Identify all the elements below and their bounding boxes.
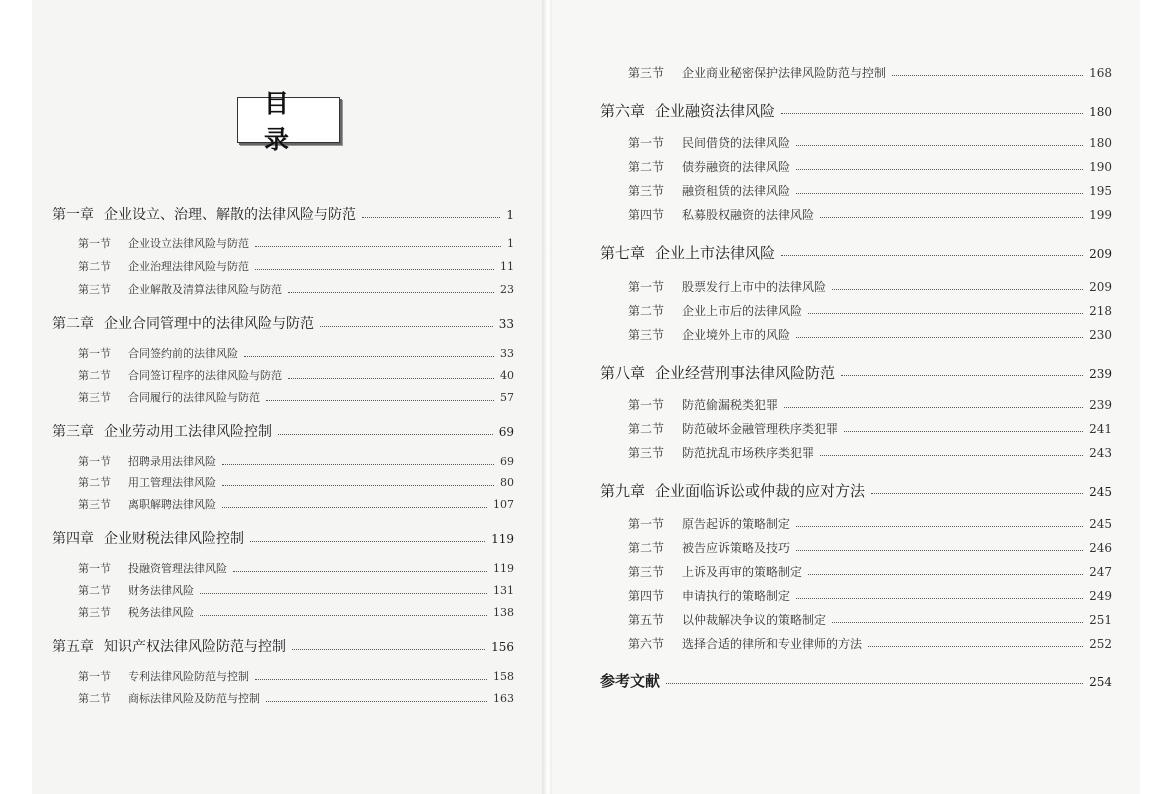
dot-leader xyxy=(820,455,1083,456)
dot-leader xyxy=(250,541,485,542)
section-title: 防范扰乱市场秩序类犯罪 xyxy=(682,446,815,460)
page-number: 239 xyxy=(1089,398,1112,412)
chapter-number: 第四章 xyxy=(52,531,94,547)
toc-section-entry xyxy=(628,158,1112,175)
page-number: 249 xyxy=(1089,589,1112,603)
section-number: 第二节 xyxy=(78,692,111,705)
section-number: 第二节 xyxy=(628,160,665,174)
dot-leader xyxy=(796,169,1083,170)
dot-leader xyxy=(796,193,1083,194)
section-title: 股票发行上市中的法律风险 xyxy=(682,280,827,294)
toc-section-entry xyxy=(628,563,1112,580)
chapter-title: 知识产权法律风险防范与控制 xyxy=(104,639,286,655)
section-title: 融资租赁的法律风险 xyxy=(682,184,791,198)
dot-leader xyxy=(266,400,494,401)
chapter-number: 第九章 xyxy=(600,482,646,500)
section-title: 合同签约前的法律风险 xyxy=(128,347,238,360)
dot-leader xyxy=(266,701,487,702)
section-title: 离职解聘法律风险 xyxy=(128,498,216,511)
toc-section-entry xyxy=(78,345,514,361)
toc-chapter-entry xyxy=(600,100,1112,121)
page-number: 252 xyxy=(1089,637,1112,651)
section-number: 第六节 xyxy=(628,637,665,651)
section-title: 申请执行的策略制定 xyxy=(682,589,791,603)
page-number: 245 xyxy=(1089,517,1112,531)
page-number: 119 xyxy=(493,562,514,575)
dot-leader xyxy=(808,574,1083,575)
toc-chapter-entry xyxy=(52,421,514,441)
dot-leader xyxy=(820,217,1083,218)
page-number: 180 xyxy=(1089,105,1112,119)
section-number: 第三节 xyxy=(628,66,665,80)
section-number: 第五节 xyxy=(628,613,665,627)
chapter-number: 第八章 xyxy=(600,364,646,382)
dot-leader xyxy=(832,289,1083,290)
page-number: 69 xyxy=(500,455,514,468)
dot-leader xyxy=(222,485,494,486)
toc-section-entry xyxy=(628,182,1112,199)
section-title: 用工管理法律风险 xyxy=(128,476,216,489)
dot-leader xyxy=(200,593,487,594)
dot-leader xyxy=(362,217,500,218)
dot-leader xyxy=(784,407,1083,408)
dot-leader xyxy=(796,550,1083,551)
page-number: 247 xyxy=(1089,565,1112,579)
dot-leader xyxy=(781,255,1083,256)
dot-leader xyxy=(796,145,1083,146)
section-number: 第三节 xyxy=(78,606,111,619)
dot-leader xyxy=(796,526,1083,527)
section-title: 防范破坏金融管理秩序类犯罪 xyxy=(682,422,839,436)
section-number: 第一节 xyxy=(628,136,665,150)
section-number: 第三节 xyxy=(628,328,665,342)
chapter-number: 第六章 xyxy=(600,102,646,120)
chapter-title: 企业经营刑事法律风险防范 xyxy=(655,364,836,382)
page-number: 239 xyxy=(1089,367,1112,381)
page-number: 230 xyxy=(1089,328,1112,342)
dot-leader xyxy=(781,113,1083,114)
references-title: 参考文献 xyxy=(600,672,661,690)
toc-chapter-entry xyxy=(600,480,1112,501)
dot-leader xyxy=(288,292,494,293)
page-number: 254 xyxy=(1089,675,1112,689)
dot-leader xyxy=(222,507,487,508)
section-number: 第一节 xyxy=(628,517,665,531)
dot-leader xyxy=(255,679,487,680)
toc-chapter-entry xyxy=(52,528,514,548)
chapter-number: 第五章 xyxy=(52,639,94,655)
page-number: 119 xyxy=(491,532,514,546)
section-title: 税务法律风险 xyxy=(128,606,194,619)
page-number: 195 xyxy=(1089,184,1112,198)
section-number: 第三节 xyxy=(78,391,111,404)
toc-chapter-entry xyxy=(600,242,1112,263)
toc-section-entry xyxy=(628,420,1112,437)
toc-section-entry xyxy=(628,587,1112,604)
dot-leader xyxy=(832,622,1083,623)
page-number: 158 xyxy=(493,670,514,683)
chapter-title: 企业设立、治理、解散的法律风险与防范 xyxy=(104,207,356,223)
toc-chapter-entry xyxy=(52,204,514,224)
chapter-title: 企业劳动用工法律风险控制 xyxy=(104,424,272,440)
toc-section-entry xyxy=(78,367,514,383)
toc-section-entry xyxy=(628,396,1112,413)
toc-section-entry xyxy=(78,560,514,576)
page-number: 23 xyxy=(500,283,514,296)
toc-chapter-entry xyxy=(600,362,1112,383)
section-number: 第二节 xyxy=(628,422,665,436)
dot-leader xyxy=(244,356,494,357)
section-number: 第三节 xyxy=(628,446,665,460)
toc-section-entry xyxy=(78,582,514,598)
toc-section-entry xyxy=(78,235,514,251)
page-number: 57 xyxy=(500,391,514,404)
dot-leader xyxy=(255,269,494,270)
toc-section-entry xyxy=(78,389,514,405)
toc-section-entry xyxy=(628,278,1112,295)
dot-leader xyxy=(666,683,1083,684)
section-number: 第二节 xyxy=(78,476,111,489)
section-number: 第一节 xyxy=(78,347,111,360)
page-number: 251 xyxy=(1089,613,1112,627)
toc-section-entry xyxy=(628,539,1112,556)
dot-leader xyxy=(796,598,1083,599)
page-number: 246 xyxy=(1089,541,1112,555)
section-number: 第一节 xyxy=(78,237,111,250)
section-title: 企业治理法律风险与防范 xyxy=(128,260,249,273)
section-title: 被告应诉策略及技巧 xyxy=(682,541,791,555)
toc-section-entry xyxy=(628,326,1112,343)
section-title: 专利法律风险防范与控制 xyxy=(128,670,249,683)
toc-section-entry xyxy=(628,515,1112,532)
section-number: 第一节 xyxy=(628,280,665,294)
page-number: 40 xyxy=(500,369,514,382)
toc-section-entry xyxy=(628,64,1112,81)
chapter-title: 企业面临诉讼或仲裁的应对方法 xyxy=(655,482,866,500)
toc-section-entry xyxy=(628,302,1112,319)
section-title: 债券融资的法律风险 xyxy=(682,160,791,174)
dot-leader xyxy=(233,571,487,572)
section-title: 选择合适的律所和专业律师的方法 xyxy=(682,637,863,651)
section-title: 投融资管理法律风险 xyxy=(128,562,227,575)
chapter-title: 企业上市法律风险 xyxy=(655,244,776,262)
section-number: 第三节 xyxy=(628,565,665,579)
chapter-title: 企业财税法律风险控制 xyxy=(104,531,244,547)
page-number: 69 xyxy=(498,425,514,439)
section-title: 企业商业秘密保护法律风险防范与控制 xyxy=(682,66,887,80)
section-title: 私募股权融资的法律风险 xyxy=(682,208,815,222)
dot-leader xyxy=(292,649,485,650)
toc-section-entry xyxy=(78,668,514,684)
chapter-number: 第二章 xyxy=(52,316,94,332)
toc-section-entry xyxy=(78,604,514,620)
section-number: 第三节 xyxy=(78,283,111,296)
left-page xyxy=(32,0,542,794)
chapter-number: 第七章 xyxy=(600,244,646,262)
dot-leader xyxy=(868,646,1083,647)
dot-leader xyxy=(871,493,1083,494)
dot-leader xyxy=(320,326,493,327)
dot-leader xyxy=(288,378,494,379)
section-title: 商标法律风险及防范与控制 xyxy=(128,692,260,705)
dot-leader xyxy=(278,434,493,435)
page-number: 1 xyxy=(506,208,514,222)
chapter-number: 第三章 xyxy=(52,424,94,440)
section-number: 第三节 xyxy=(78,498,111,511)
page-number: 209 xyxy=(1089,280,1112,294)
page-number: 168 xyxy=(1089,66,1112,80)
section-number: 第四节 xyxy=(628,589,665,603)
page-number: 138 xyxy=(493,606,514,619)
page-number: 33 xyxy=(498,317,514,331)
section-title: 企业设立法律风险与防范 xyxy=(128,237,249,250)
section-title: 合同签订程序的法律风险与防范 xyxy=(128,369,282,382)
section-number: 第二节 xyxy=(78,584,111,597)
dot-leader xyxy=(841,375,1083,376)
dot-leader xyxy=(200,615,487,616)
section-title: 招聘录用法律风险 xyxy=(128,455,216,468)
section-title: 财务法律风险 xyxy=(128,584,194,597)
page-number: 180 xyxy=(1089,136,1112,150)
dot-leader xyxy=(796,337,1083,338)
chapter-number: 第一章 xyxy=(52,207,94,223)
toc-chapter-entry xyxy=(52,313,514,333)
section-number: 第一节 xyxy=(78,562,111,575)
book-gutter xyxy=(542,0,552,794)
page-number: 156 xyxy=(491,640,514,654)
page-number: 209 xyxy=(1089,247,1112,261)
right-page xyxy=(552,0,1140,794)
dot-leader xyxy=(808,313,1083,314)
page-number: 218 xyxy=(1089,304,1112,318)
page-number: 163 xyxy=(493,692,514,705)
toc-chapter-entry xyxy=(52,636,514,656)
page-number: 190 xyxy=(1089,160,1112,174)
page-number: 199 xyxy=(1089,208,1112,222)
dot-leader xyxy=(255,246,501,247)
section-title: 民间借贷的法律风险 xyxy=(682,136,791,150)
dot-leader xyxy=(222,464,494,465)
section-number: 第二节 xyxy=(628,304,665,318)
section-number: 第一节 xyxy=(78,670,111,683)
section-title: 防范偷漏税类犯罪 xyxy=(682,398,779,412)
page-number: 107 xyxy=(493,498,514,511)
chapter-title: 企业融资法律风险 xyxy=(655,102,776,120)
section-number: 第四节 xyxy=(628,208,665,222)
toc-section-entry xyxy=(78,690,514,706)
section-title: 上诉及再审的策略制定 xyxy=(682,565,803,579)
section-number: 第一节 xyxy=(628,398,665,412)
section-title: 企业境外上市的风险 xyxy=(682,328,791,342)
dot-leader xyxy=(892,75,1083,76)
toc-section-entry xyxy=(628,134,1112,151)
section-title: 以仲裁解决争议的策略制定 xyxy=(682,613,827,627)
section-title: 合同履行的法律风险与防范 xyxy=(128,391,260,404)
page-number: 33 xyxy=(500,347,514,360)
toc-section-entry xyxy=(78,281,514,297)
section-number: 第三节 xyxy=(628,184,665,198)
page-number: 11 xyxy=(500,260,514,273)
page-number: 245 xyxy=(1089,485,1112,499)
toc-section-entry xyxy=(78,474,514,490)
section-number: 第二节 xyxy=(628,541,665,555)
toc-references-entry xyxy=(600,670,1112,691)
page-number: 80 xyxy=(500,476,514,489)
toc-section-entry xyxy=(78,496,514,512)
section-title: 企业上市后的法律风险 xyxy=(682,304,803,318)
dot-leader xyxy=(844,431,1083,432)
page-number: 243 xyxy=(1089,446,1112,460)
toc-section-entry xyxy=(78,453,514,469)
toc-section-entry xyxy=(628,635,1112,652)
page-number: 131 xyxy=(493,584,514,597)
section-number: 第一节 xyxy=(78,455,111,468)
toc-section-entry xyxy=(628,206,1112,223)
page-number: 241 xyxy=(1089,422,1112,436)
toc-section-entry xyxy=(628,444,1112,461)
page-number: 1 xyxy=(507,237,514,250)
toc-title: 目 录 xyxy=(237,97,340,143)
section-number: 第二节 xyxy=(78,260,111,273)
toc-section-entry xyxy=(628,611,1112,628)
toc-section-entry xyxy=(78,258,514,274)
section-title: 企业解散及清算法律风险与防范 xyxy=(128,283,282,296)
section-number: 第二节 xyxy=(78,369,111,382)
section-title: 原告起诉的策略制定 xyxy=(682,517,791,531)
chapter-title: 企业合同管理中的法律风险与防范 xyxy=(104,316,314,332)
